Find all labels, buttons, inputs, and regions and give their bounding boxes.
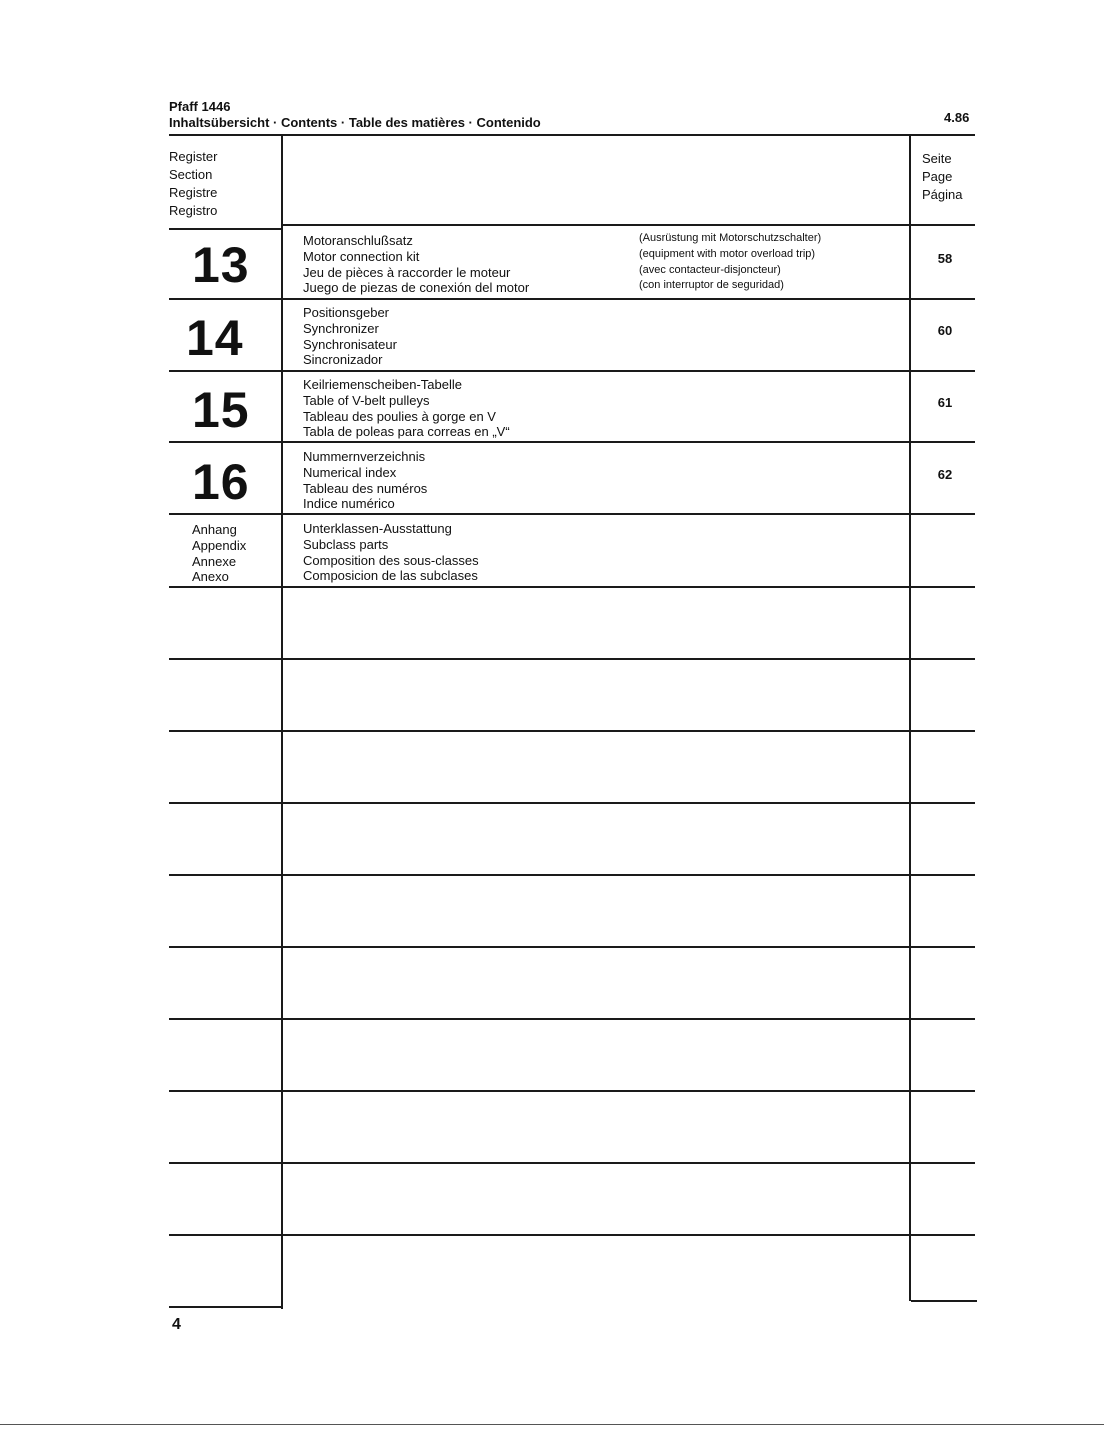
document-model: Pfaff 1446 xyxy=(169,99,231,114)
page-reference: 62 xyxy=(937,467,953,482)
row-rule xyxy=(169,874,975,876)
entry-title-block: Motoranschlußsatz Motor connection kit Jeu de pièces à raccorder le moteur Juego de piezas de conexión del motor xyxy=(303,233,530,296)
left-column-divider xyxy=(281,134,283,1309)
page-column-heading: Seite Page Página xyxy=(922,151,963,202)
appendix-title-block: Unterklassen-Ausstattung Subclass parts Composition des sous-classes Composicion de las subclases xyxy=(303,521,479,584)
row-rule xyxy=(169,946,975,948)
page-reference: 60 xyxy=(937,323,953,338)
row-rule xyxy=(169,586,975,588)
entry-title-block: Nummernverzeichnis Numerical index Tableau des numéros Indice numérico xyxy=(303,449,428,512)
contents-title: Inhaltsübersicht · Contents · Table des matières · Contenido xyxy=(169,115,541,130)
row-rule xyxy=(169,802,975,804)
entry-note-block: (Ausrüstung mit Motorschutzschalter) (equipment with motor overload trip) (avec contacteur-disjoncteur) (con interruptor de seguridad) xyxy=(639,232,822,292)
row-rule xyxy=(169,298,975,300)
register-number: 16 xyxy=(192,454,250,510)
page-reference: 58 xyxy=(937,251,953,266)
edition-date: 4.86 xyxy=(944,110,970,125)
row-rule xyxy=(169,658,975,660)
row-rule xyxy=(169,441,975,443)
row-rule xyxy=(169,1090,975,1092)
row-rule xyxy=(169,513,975,515)
row-rule xyxy=(169,1234,975,1236)
page-reference: 61 xyxy=(937,395,953,410)
row-rule xyxy=(169,1018,975,1020)
row-rule xyxy=(169,1306,282,1308)
row-rule xyxy=(282,224,975,226)
entry-title-block: Keilriemenscheiben-Tabelle Table of V-belt pulleys Tableau des poulies à gorge en V Tabla de poleas para correas en „V“ xyxy=(303,377,510,440)
entry-title-block: Positionsgeber Synchronizer Synchronisateur Sincronizador xyxy=(303,305,397,368)
row-rule xyxy=(911,1300,977,1302)
row-rule xyxy=(169,370,975,372)
header-rule xyxy=(169,134,975,136)
row-rule xyxy=(169,1162,975,1164)
register-number: 14 xyxy=(186,310,244,366)
row-rule xyxy=(169,228,281,230)
register-column-heading: Register Section Registre Registro xyxy=(169,149,218,218)
appendix-label-block: Anhang Appendix Annexe Anexo xyxy=(192,522,247,585)
scan-edge-line xyxy=(0,1424,1104,1425)
right-column-divider xyxy=(909,134,911,1301)
register-number: 13 xyxy=(192,237,250,293)
footer-page-number: 4 xyxy=(172,1316,181,1333)
row-rule xyxy=(169,730,975,732)
register-number: 15 xyxy=(192,382,250,438)
